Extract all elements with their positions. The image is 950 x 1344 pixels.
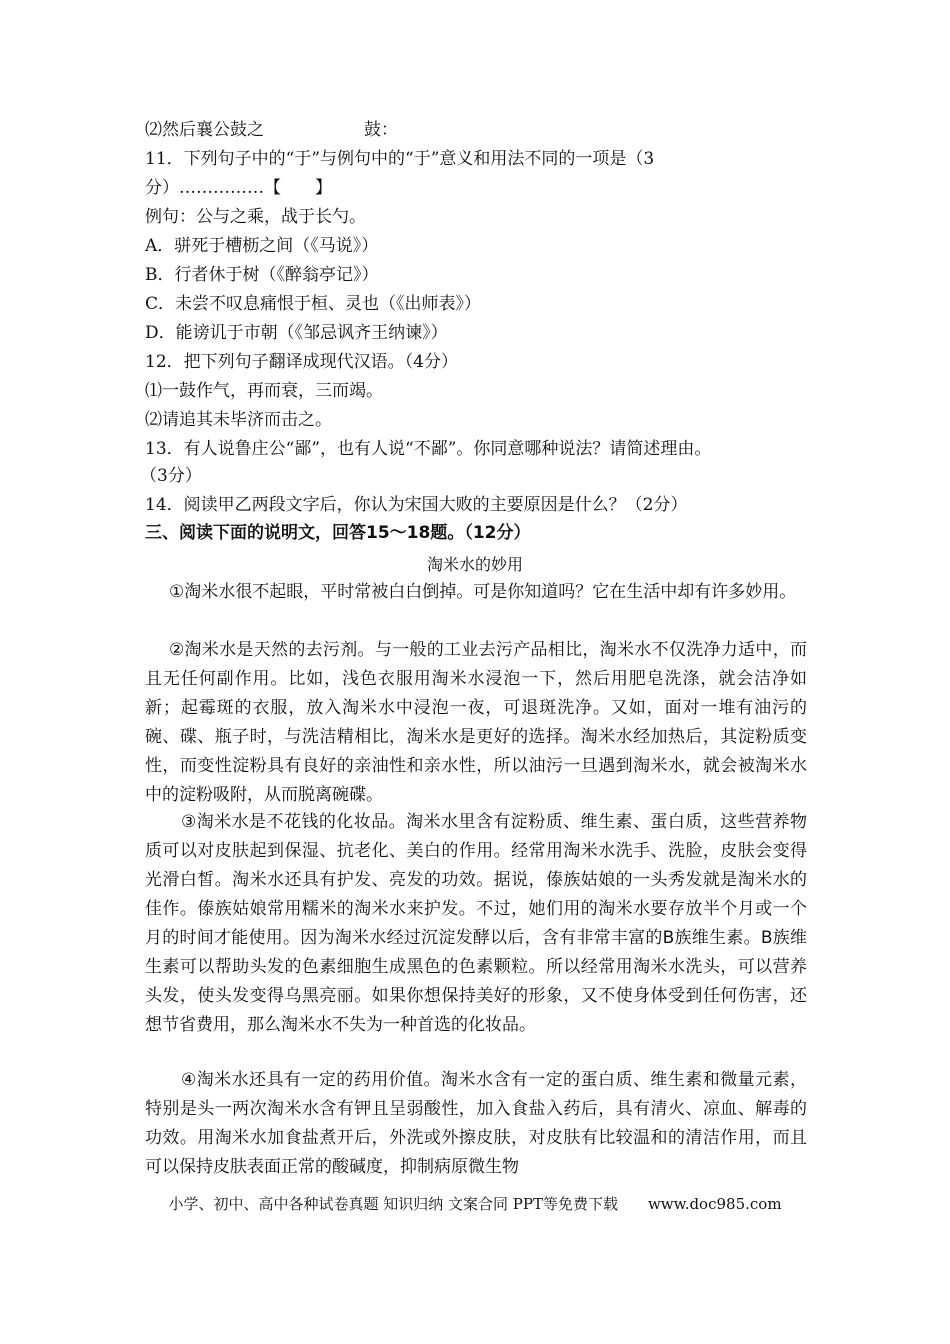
q10-item-2	[145, 119, 398, 141]
q11-example: 例句：公与之乘，战于长勺。	[145, 207, 366, 227]
q11-option-a: A．骈死于槽枥之间（《马说》）	[145, 236, 379, 256]
q14-prompt: 14．阅读甲乙两段文字后，你认为宋国大败的主要原因是什么？（2分）	[145, 495, 688, 515]
q11-option-b: B．行者休于树（《醉翁亭记》）	[145, 265, 379, 285]
q12-item-1: ⑴一鼓作气，再而衰，三而竭。	[145, 381, 383, 401]
article-paragraph-2: ②淘米水是天然的去污剂。与一般的工业去污产品相比，淘米水不仅洗净力适中，而且无任何副作用。比如，浅色衣服用淘米水浸泡一下，然后用肥皂洗涤，就会洁净如新；起霉斑的衣服，放入淘米水中浸泡一夜，可退斑洗净。又如，面对一堆有油污的碗、碟、瓶子时，与洗洁精相比，淘米水是更好的选择。淘米水经加热后，其淀粉质变性，而变性淀粉具有良好的亲油性和亲水性，所以油污一旦遇到淘米水，就会被淘米水中的淀粉吸附，从而脱离碗碟。	[145, 640, 807, 805]
q13-line-1: 13．有人说鲁庄公“鄙”，也有人说“不鄙”。你同意哪种说法？请简述理由。	[145, 439, 712, 459]
q10-item-2-suffix: 鼓：	[364, 120, 398, 140]
q11-option-c: C．未尝不叹息痛恨于桓、灵也（《出师表》）	[145, 294, 482, 314]
article-paragraph-3: ③淘米水是不花钱的化妆品。淘米水里含有淀粉质、维生素、蛋白质，这些营养物质可以对皮肤起到保湿、抗老化、美白的作用。经常用淘米水洗手、洗脸，皮肤会变得光滑白皙。淘米水还具有护发、亮发的功效。据说，傣族姑娘的一头秀发就是淘米水的佳作。傣族姑娘常用糯米的淘米水来护发。不过，她们用的淘米水要存放半个月或一个月的时间才能使用。因为淘米水经过沉淀发酵以后，含有非常丰富的B族维生素。B族维生素可以帮助头发的色素细胞生成黑色的色素颗粒。所以经常用淘米水洗头，可以营养头发，使头发变得乌黑亮丽。如果你想保持美好的形象，又不使身体受到任何伤害，还想节省费用，那么淘米水不失为一种首选的化妆品。	[145, 812, 807, 1035]
q10-item-2-prefix: ⑵然后襄公鼓之	[145, 120, 264, 140]
q12-prompt: 12．把下列句子翻译成现代汉语。（4分）	[145, 352, 458, 372]
article-paragraph-1: ①淘米水很不起眼，平时常被白白倒掉。可是你知道吗？它在生活中却有许多妙用。	[169, 582, 797, 602]
q11-option-d: D．能谤讥于市朝（《邹忌讽齐王纳谏》）	[145, 323, 448, 343]
section-3-heading: 三、阅读下面的说明文，回答15～18题。（12分）	[145, 523, 531, 543]
page-footer: 小学、初中、高中各种试卷真题 知识归纳 文案合同 PPT等免费下载 www.doc985.com	[168, 1195, 782, 1213]
q13-line-2: （3分）	[140, 466, 202, 486]
q11-line-2: 分）……………【 】	[145, 178, 332, 198]
article-title: 淘米水的妙用	[426, 555, 523, 574]
article-paragraph-4: ④淘米水还具有一定的药用价值。淘米水含有一定的蛋白质、维生素和微量元素，特别是头一两次淘米水含有钾且呈弱酸性，加入食盐入药后，具有清火、凉血、解毒的功效。用淘米水加食盐煮开后，外洗或外擦皮肤，对皮肤有比较温和的清洁作用，而且可以保持皮肤表面正常的酸碱度，抑制病原微生物	[145, 1070, 807, 1177]
q12-item-2: ⑵请追其未毕济而击之。	[145, 410, 332, 430]
q11-line-1: 11．下列句子中的“于”与例句中的“于”意义和用法不同的一项是（3	[145, 149, 655, 169]
